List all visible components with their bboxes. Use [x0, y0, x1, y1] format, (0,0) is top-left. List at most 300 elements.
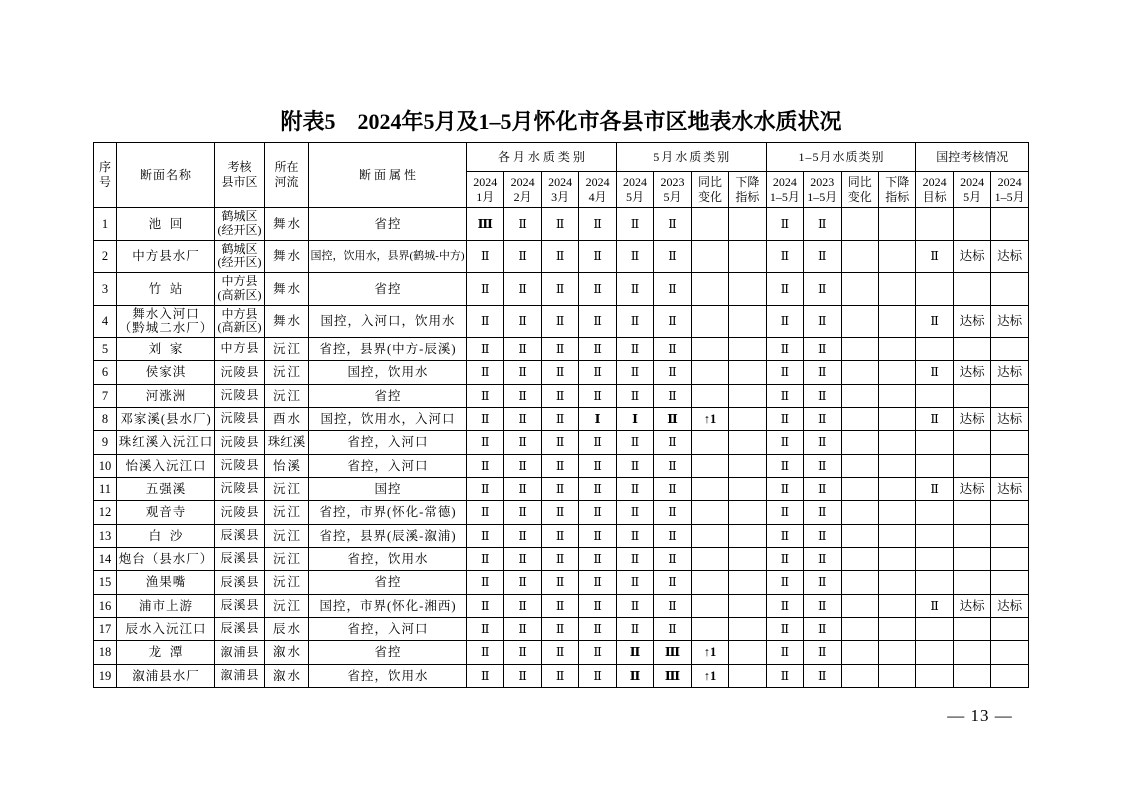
- cell-may-yoy-change: [691, 305, 728, 338]
- cell-may-yoy-change: [691, 547, 728, 570]
- cell-2024-feb-text: Ⅱ: [518, 216, 527, 231]
- cell-attribute: [309, 240, 467, 273]
- cell-2024-mar: [541, 617, 578, 640]
- cell-may-declined-indicator: [729, 617, 766, 640]
- cell-2023-may: [654, 571, 691, 594]
- cell-section-name-text: 池回: [148, 216, 192, 231]
- page-number: — 13 —: [947, 706, 1013, 725]
- cell-2024-apr-text: Ⅱ: [593, 216, 602, 231]
- cell-2023-may: [654, 594, 691, 617]
- cell-2024-may-text: Ⅰ: [632, 412, 638, 427]
- cell-2024-feb: [504, 571, 541, 594]
- cell-river-text: 沅江: [272, 482, 302, 497]
- cell-river-text: 溆水: [272, 645, 302, 660]
- cell-river-text: 沅江: [272, 505, 302, 520]
- cell-may-declined-indicator: [729, 501, 766, 524]
- water-quality-table: [93, 142, 1029, 688]
- table-row: [94, 240, 1029, 273]
- cell-2024-apr: [579, 273, 616, 306]
- cell-2024-jan-may-text: Ⅱ: [780, 412, 790, 427]
- cell-target-2024: [916, 594, 953, 617]
- cell-2024-mar-text: Ⅱ: [555, 598, 565, 613]
- cell-2024-jan: [467, 384, 504, 407]
- cell-seq: [94, 454, 117, 477]
- cell-ytd-yoy-change: [841, 501, 878, 524]
- cell-ytd-yoy-change: [841, 431, 878, 454]
- cell-2023-jan-may-text: Ⅱ: [818, 458, 827, 473]
- cell-assessment-may: [953, 454, 990, 477]
- cell-ytd-yoy-change: [841, 477, 878, 500]
- cell-county: [215, 240, 265, 273]
- cell-may-yoy-change: [691, 384, 728, 407]
- cell-target-2024: [916, 208, 953, 241]
- cell-county: [215, 384, 265, 407]
- cell-2024-feb: [504, 664, 541, 687]
- table-row: [94, 454, 1029, 477]
- cell-2023-may-text: Ⅲ: [664, 668, 681, 683]
- cell-2024-apr: [579, 477, 616, 500]
- cell-2023-jan-may: [804, 431, 841, 454]
- cell-2024-mar: [541, 384, 578, 407]
- cell-assessment-may-text: 达标: [959, 482, 985, 497]
- cell-target-2024: [916, 454, 953, 477]
- cell-attribute-text: 省控: [374, 575, 402, 590]
- cell-section-name: [117, 501, 215, 524]
- cell-county: [215, 361, 265, 384]
- cell-2024-feb: [504, 240, 541, 273]
- cell-section-name-text: 舞水入河口 （黔城二水厂）: [118, 307, 214, 336]
- table-row: [94, 305, 1029, 338]
- cell-2023-jan-may-text: Ⅱ: [818, 575, 827, 590]
- cell-seq-text: 10: [98, 458, 112, 473]
- cell-county-text: 鹤城区 (经开区): [217, 210, 262, 237]
- cell-2024-apr: [579, 240, 616, 273]
- cell-section-name: [117, 477, 215, 500]
- cell-river: [265, 305, 309, 338]
- cell-2024-jan: [467, 431, 504, 454]
- cell-attribute-text: 国控，饮用水，入河口: [320, 412, 456, 427]
- cell-2024-may: [616, 305, 653, 338]
- cell-2023-jan-may: [804, 407, 841, 430]
- cell-river: [265, 273, 309, 306]
- cell-2024-jan-text: Ⅲ: [477, 216, 493, 231]
- table-row: [94, 208, 1029, 241]
- cell-may-declined-indicator: [729, 571, 766, 594]
- cell-2024-jan-may-text: Ⅱ: [780, 622, 790, 637]
- cell-ytd-yoy-change: [841, 664, 878, 687]
- cell-2024-jan-may: [766, 594, 803, 617]
- cell-may-declined-indicator: [729, 361, 766, 384]
- cell-attribute: [309, 501, 467, 524]
- cell-may-yoy-change-text: ↑1: [703, 668, 717, 683]
- cell-2024-mar-text: Ⅱ: [555, 314, 565, 329]
- header-ytd-declined-indicator: 下降 指标: [878, 172, 915, 208]
- cell-2023-jan-may-text: Ⅱ: [818, 668, 827, 683]
- cell-seq-text: 13: [98, 528, 112, 543]
- cell-2023-may: [654, 407, 691, 430]
- cell-2024-jan: [467, 240, 504, 273]
- cell-2024-jan-may: [766, 305, 803, 338]
- cell-2024-may: [616, 338, 653, 361]
- cell-county: [215, 641, 265, 664]
- cell-target-2024: [916, 273, 953, 306]
- cell-attribute: [309, 454, 467, 477]
- cell-section-name: [117, 664, 215, 687]
- cell-county-text: 辰溪县: [220, 622, 260, 636]
- cell-2023-jan-may-text: Ⅱ: [818, 388, 827, 403]
- cell-section-name-text: 怡溪入沅江口: [125, 458, 207, 473]
- cell-2023-jan-may-text: Ⅱ: [818, 249, 827, 264]
- table-row: [94, 384, 1029, 407]
- cell-assessment-jan-may: [991, 431, 1029, 454]
- cell-2024-feb: [504, 305, 541, 338]
- cell-2024-may: [616, 617, 653, 640]
- cell-county-text: 沅陵县: [220, 482, 260, 496]
- cell-section-name: [117, 617, 215, 640]
- cell-2024-apr: [579, 208, 616, 241]
- cell-2024-feb-text: Ⅱ: [518, 342, 527, 357]
- table-row: [94, 477, 1029, 500]
- cell-ytd-yoy-change: [841, 547, 878, 570]
- cell-attribute: [309, 338, 467, 361]
- cell-2023-may: [654, 524, 691, 547]
- cell-2024-jan-may-text: Ⅱ: [780, 365, 790, 380]
- cell-assessment-jan-may: [991, 477, 1029, 500]
- cell-2024-jan-may-text: Ⅱ: [780, 435, 790, 450]
- cell-2024-mar-text: Ⅱ: [555, 482, 565, 497]
- cell-2024-may-text: Ⅱ: [630, 388, 640, 403]
- cell-county-text: 中方县 (高新区): [217, 307, 262, 335]
- cell-2024-jan: [467, 524, 504, 547]
- cell-ytd-declined-indicator: [878, 240, 915, 273]
- header-may-yoy-change: 同比 变化: [691, 172, 728, 208]
- cell-ytd-yoy-change: [841, 361, 878, 384]
- cell-river-text: 沅江: [272, 528, 302, 543]
- cell-assessment-may: [953, 431, 990, 454]
- header-attribute: 断面属性: [309, 143, 467, 208]
- cell-2024-mar-text: Ⅱ: [555, 622, 565, 637]
- cell-attribute-text: 省控: [374, 216, 402, 231]
- cell-may-declined-indicator: [729, 594, 766, 617]
- cell-2024-mar: [541, 571, 578, 594]
- cell-river-text: 舞水: [272, 249, 302, 264]
- cell-ytd-yoy-change: [841, 571, 878, 594]
- cell-2024-jan: [467, 547, 504, 570]
- cell-2024-feb-text: Ⅱ: [518, 552, 527, 567]
- cell-2024-mar: [541, 338, 578, 361]
- cell-2024-may: [616, 240, 653, 273]
- cell-seq-text: 4: [101, 314, 109, 329]
- header-target-2024: 2024 目标: [916, 172, 953, 208]
- cell-2024-may-text: Ⅱ: [629, 668, 641, 683]
- cell-may-declined-indicator: [729, 273, 766, 306]
- cell-attribute-text: 省控，饮用水: [347, 552, 429, 567]
- cell-may-declined-indicator: [729, 477, 766, 500]
- cell-ytd-declined-indicator: [878, 338, 915, 361]
- cell-section-name-text: 溆浦县水厂: [132, 668, 200, 683]
- cell-county-text: 中方县: [220, 342, 260, 356]
- cell-attribute: [309, 305, 467, 338]
- cell-2023-may-text: Ⅱ: [668, 365, 677, 380]
- table-row: [94, 641, 1029, 664]
- header-2024-apr: 2024 4月: [579, 172, 616, 208]
- cell-assessment-jan-may-text: 达标: [997, 412, 1023, 427]
- cell-target-2024: [916, 338, 953, 361]
- cell-2024-jan: [467, 338, 504, 361]
- cell-may-yoy-change: [691, 477, 728, 500]
- cell-2024-jan-may: [766, 273, 803, 306]
- cell-river-text: 舞水: [272, 216, 302, 231]
- cell-2024-may-text: Ⅱ: [630, 505, 640, 520]
- cell-2024-jan-may: [766, 431, 803, 454]
- cell-2024-feb: [504, 641, 541, 664]
- cell-assessment-jan-may: [991, 305, 1029, 338]
- cell-county-text: 沅陵县: [220, 505, 260, 519]
- cell-may-declined-indicator: [729, 384, 766, 407]
- cell-county: [215, 454, 265, 477]
- cell-section-name-text: 浦市上游: [138, 598, 193, 613]
- cell-assessment-may: [953, 273, 990, 306]
- cell-section-name: [117, 454, 215, 477]
- cell-county: [215, 501, 265, 524]
- cell-assessment-may: [953, 664, 990, 687]
- cell-county: [215, 407, 265, 430]
- cell-attribute-text: 省控，市界(怀化-常德): [319, 505, 457, 520]
- cell-2024-mar-text: Ⅱ: [555, 458, 565, 473]
- cell-assessment-jan-may: [991, 384, 1029, 407]
- cell-2024-may: [616, 407, 653, 430]
- cell-2024-feb-text: Ⅱ: [518, 435, 527, 450]
- header-assessment-may: 2024 5月: [953, 172, 990, 208]
- cell-2024-jan-may-text: Ⅱ: [780, 314, 790, 329]
- cell-assessment-jan-may: [991, 208, 1029, 241]
- cell-2023-jan-may: [804, 547, 841, 570]
- cell-2024-apr: [579, 594, 616, 617]
- cell-may-declined-indicator: [729, 305, 766, 338]
- cell-2024-jan-may: [766, 361, 803, 384]
- cell-attribute: [309, 208, 467, 241]
- cell-ytd-declined-indicator: [878, 501, 915, 524]
- cell-2023-jan-may-text: Ⅱ: [818, 342, 827, 357]
- cell-2024-feb-text: Ⅱ: [518, 281, 527, 296]
- cell-attribute-text: 省控: [374, 388, 402, 403]
- cell-attribute: [309, 477, 467, 500]
- cell-2024-feb: [504, 477, 541, 500]
- cell-seq-text: 1: [101, 216, 109, 231]
- cell-2024-jan-text: Ⅱ: [480, 388, 490, 403]
- cell-2023-may-text: Ⅱ: [668, 281, 677, 296]
- cell-2023-may-text: Ⅱ: [668, 552, 677, 567]
- table-row: [94, 361, 1029, 384]
- cell-assessment-may: [953, 240, 990, 273]
- cell-2024-mar: [541, 273, 578, 306]
- cell-2023-may: [654, 641, 691, 664]
- cell-2024-jan-may: [766, 617, 803, 640]
- cell-2023-jan-may: [804, 384, 841, 407]
- cell-target-2024: [916, 384, 953, 407]
- cell-2024-apr: [579, 407, 616, 430]
- cell-2024-jan-text: Ⅱ: [480, 528, 490, 543]
- cell-attribute: [309, 571, 467, 594]
- cell-seq-text: 2: [101, 249, 109, 264]
- cell-river: [265, 361, 309, 384]
- cell-county: [215, 664, 265, 687]
- cell-seq: [94, 641, 117, 664]
- cell-2024-feb-text: Ⅱ: [518, 505, 527, 520]
- cell-river: [265, 407, 309, 430]
- cell-2024-apr-text: Ⅱ: [593, 458, 602, 473]
- cell-2024-apr-text: Ⅱ: [593, 598, 602, 613]
- cell-2023-jan-may-text: Ⅱ: [818, 552, 827, 567]
- cell-attribute-text: 省控，入河口: [347, 458, 429, 473]
- cell-county: [215, 431, 265, 454]
- cell-2023-may: [654, 273, 691, 306]
- cell-assessment-may-text: 达标: [959, 598, 985, 613]
- cell-county-text: 辰溪县: [220, 529, 260, 543]
- cell-2024-may-text: Ⅱ: [630, 552, 640, 567]
- cell-2024-feb-text: Ⅱ: [518, 598, 527, 613]
- cell-may-declined-indicator: [729, 454, 766, 477]
- cell-may-declined-indicator: [729, 240, 766, 273]
- cell-river: [265, 617, 309, 640]
- cell-2024-feb-text: Ⅱ: [518, 388, 527, 403]
- cell-2024-feb: [504, 594, 541, 617]
- cell-2024-jan: [467, 664, 504, 687]
- cell-2024-mar: [541, 361, 578, 384]
- cell-county-text: 辰溪县: [220, 552, 260, 566]
- cell-seq: [94, 594, 117, 617]
- cell-2023-jan-may: [804, 501, 841, 524]
- cell-section-name-text: 刘家: [148, 342, 192, 357]
- cell-2023-jan-may: [804, 617, 841, 640]
- cell-2024-jan: [467, 641, 504, 664]
- cell-2023-may: [654, 664, 691, 687]
- cell-2024-may-text: Ⅱ: [630, 458, 640, 473]
- cell-seq: [94, 305, 117, 338]
- cell-attribute-text: 国控，饮用水，县界(鹤城-中方): [310, 250, 465, 263]
- cell-target-2024-text: Ⅱ: [930, 314, 939, 329]
- cell-2024-feb: [504, 524, 541, 547]
- cell-2024-apr: [579, 641, 616, 664]
- cell-2024-jan-may: [766, 208, 803, 241]
- cell-seq-text: 18: [98, 645, 112, 660]
- cell-2024-mar: [541, 594, 578, 617]
- cell-seq-text: 15: [98, 575, 112, 590]
- table-row: [94, 571, 1029, 594]
- cell-section-name-text: 竹站: [148, 281, 192, 296]
- cell-seq: [94, 477, 117, 500]
- cell-ytd-declined-indicator: [878, 361, 915, 384]
- cell-2023-may-text: Ⅱ: [668, 314, 677, 329]
- cell-seq: [94, 208, 117, 241]
- cell-2024-may-text: Ⅱ: [630, 528, 640, 543]
- cell-target-2024: [916, 524, 953, 547]
- header-may-declined-indicator: 下降 指标: [729, 172, 766, 208]
- cell-target-2024: [916, 477, 953, 500]
- table-row: [94, 617, 1029, 640]
- cell-2023-may: [654, 384, 691, 407]
- cell-section-name-text: 渔果嘴: [145, 575, 187, 590]
- cell-2023-jan-may-text: Ⅱ: [818, 314, 827, 329]
- cell-section-name: [117, 407, 215, 430]
- cell-river: [265, 240, 309, 273]
- cell-may-yoy-change: [691, 361, 728, 384]
- cell-assessment-jan-may-text: 达标: [997, 365, 1023, 380]
- cell-attribute-text: 省控，入河口: [347, 622, 429, 637]
- cell-ytd-declined-indicator: [878, 477, 915, 500]
- cell-2024-apr: [579, 547, 616, 570]
- cell-2023-jan-may: [804, 273, 841, 306]
- cell-river-text: 怡溪: [272, 458, 302, 473]
- cell-may-declined-indicator: [729, 547, 766, 570]
- cell-2024-apr-text: Ⅱ: [593, 435, 602, 450]
- cell-may-declined-indicator: [729, 338, 766, 361]
- cell-river: [265, 501, 309, 524]
- cell-river-text: 舞水: [272, 314, 302, 329]
- cell-may-declined-indicator: [729, 407, 766, 430]
- cell-attribute-text: 省控: [374, 645, 402, 660]
- cell-assessment-jan-may: [991, 547, 1029, 570]
- cell-may-yoy-change: [691, 431, 728, 454]
- cell-2024-feb: [504, 547, 541, 570]
- cell-assessment-jan-may: [991, 594, 1029, 617]
- cell-2024-jan-may: [766, 547, 803, 570]
- cell-2024-jan-may-text: Ⅱ: [780, 575, 790, 590]
- cell-may-declined-indicator: [729, 524, 766, 547]
- cell-county-text: 沅陵县: [220, 435, 260, 449]
- cell-assessment-may: [953, 384, 990, 407]
- cell-2024-jan-may-text: Ⅱ: [780, 216, 790, 231]
- cell-2024-jan-text: Ⅱ: [480, 552, 490, 567]
- cell-2024-may-text: Ⅱ: [630, 342, 640, 357]
- cell-2024-mar: [541, 454, 578, 477]
- cell-2024-jan-may: [766, 501, 803, 524]
- cell-ytd-yoy-change: [841, 273, 878, 306]
- cell-2024-apr-text: Ⅱ: [593, 342, 602, 357]
- cell-section-name-text: 观音寺: [145, 505, 187, 520]
- cell-attribute: [309, 273, 467, 306]
- cell-attribute-text: 国控，入河口，饮用水: [320, 314, 456, 329]
- cell-target-2024-text: Ⅱ: [930, 482, 939, 497]
- cell-2023-jan-may: [804, 240, 841, 273]
- cell-assessment-jan-may-text: 达标: [997, 314, 1023, 329]
- cell-target-2024: [916, 407, 953, 430]
- cell-target-2024: [916, 431, 953, 454]
- cell-2024-jan-may: [766, 524, 803, 547]
- cell-section-name-text: 炮台（县水厂）: [118, 552, 214, 567]
- table-row: [94, 501, 1029, 524]
- cell-2024-may-text: Ⅱ: [630, 598, 640, 613]
- cell-2023-jan-may: [804, 571, 841, 594]
- cell-ytd-declined-indicator: [878, 407, 915, 430]
- cell-river-text: 沅江: [272, 388, 302, 403]
- cell-2024-jan: [467, 571, 504, 594]
- cell-attribute: [309, 361, 467, 384]
- cell-2024-jan: [467, 208, 504, 241]
- cell-2023-may-text: Ⅱ: [668, 342, 677, 357]
- cell-2024-may-text: Ⅱ: [629, 645, 641, 660]
- cell-2024-apr: [579, 664, 616, 687]
- cell-may-yoy-change-text: ↑1: [703, 412, 717, 427]
- cell-2024-mar: [541, 208, 578, 241]
- cell-2024-jan-may: [766, 384, 803, 407]
- cell-2024-jan-text: Ⅱ: [480, 365, 490, 380]
- cell-may-yoy-change: [691, 338, 728, 361]
- cell-2023-jan-may-text: Ⅱ: [818, 622, 827, 637]
- cell-river: [265, 208, 309, 241]
- cell-seq-text: 19: [98, 668, 112, 683]
- cell-2024-apr: [579, 361, 616, 384]
